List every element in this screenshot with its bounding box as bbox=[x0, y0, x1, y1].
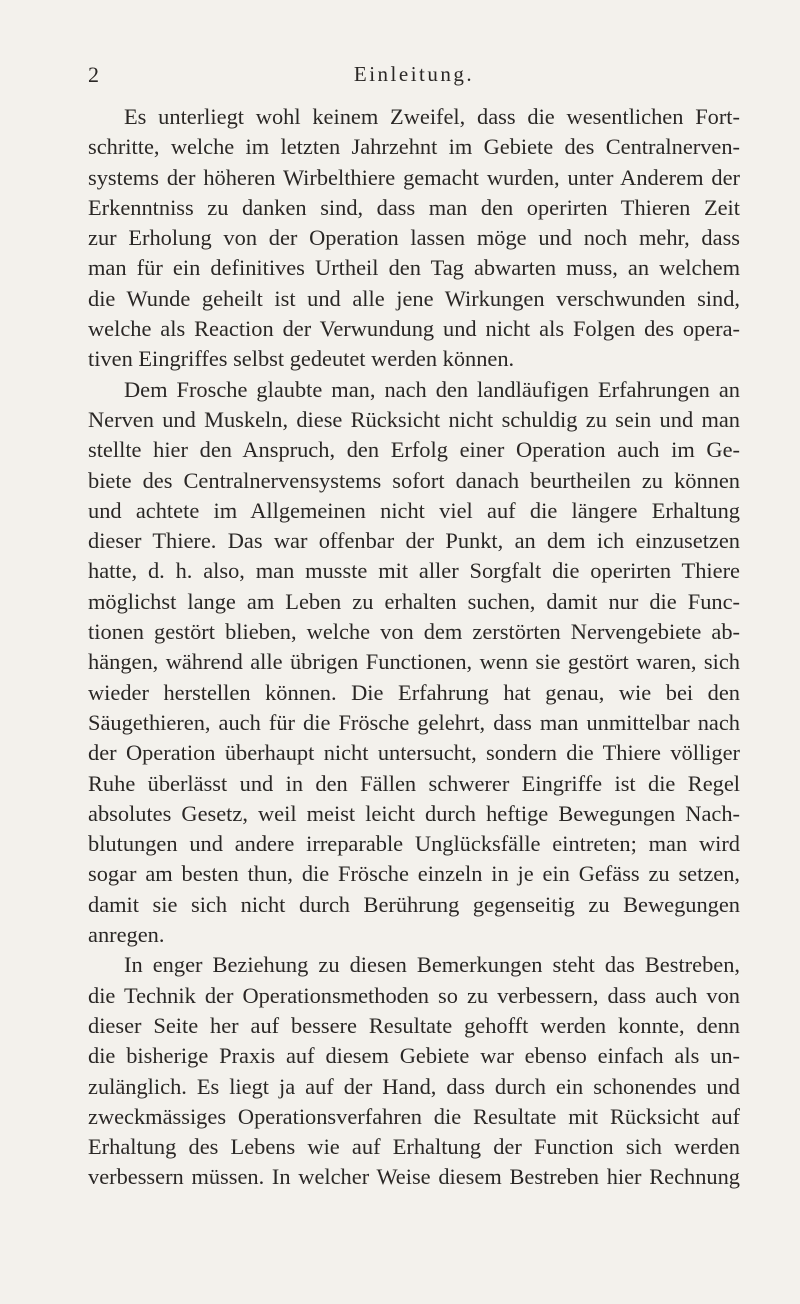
text-line: Säugethieren, auch für die Frösche gelehrt, dass man unmittelbar nach bbox=[88, 709, 740, 735]
text-line: möglichst lange am Leben zu erhalten suchen, damit nur die Func- bbox=[88, 588, 740, 614]
text-line: Nerven und Muskeln, diese Rücksicht nicht schuldig zu sein und man bbox=[88, 406, 740, 432]
text-line: die Wunde geheilt ist und alle jene Wirkungen verschwunden sind, bbox=[88, 285, 740, 311]
text-line: hatte, d. h. also, man musste mit aller Sorgfalt die operirten Thiere bbox=[88, 558, 740, 584]
text-line: Erkenntniss zu danken sind, dass man den operirten Thieren Zeit bbox=[88, 194, 740, 220]
text-line: wieder herstellen können. Die Erfahrung hat genau, wie bei den bbox=[88, 679, 740, 705]
text-line: Es unterliegt wohl keinem Zweifel, dass die wesentlichen Fort- bbox=[124, 104, 740, 129]
text-line: Erhaltung des Lebens wie auf Erhaltung der Function sich werden bbox=[88, 1134, 740, 1160]
text-line: In enger Beziehung zu diesen Bemerkungen steht das Bestreben, bbox=[124, 952, 740, 978]
text-line: dieser Thiere. Das war offenbar der Punkt, an dem ich einzusetzen bbox=[88, 528, 740, 554]
text-line: schritte, welche im letzten Jahrzehnt im Gebiete des Centralnerven- bbox=[88, 134, 740, 160]
text-line: hängen, während alle übrigen Functionen, wenn sie gestört waren, sich bbox=[88, 649, 740, 675]
text-line: und achtete im Allgemeinen nicht viel auf die längere Erhaltung bbox=[88, 497, 740, 523]
text-line: anregen. bbox=[88, 922, 165, 948]
text-line: blutungen und andere irreparable Unglücksfälle eintreten; man wird bbox=[88, 831, 740, 857]
body-text bbox=[88, 102, 740, 1193]
text-line: absolutes Gesetz, weil meist leicht durch heftige Bewegungen Nach- bbox=[88, 800, 740, 826]
text-line: Dem Frosche glaubte man, nach den landläufigen Erfahrungen an bbox=[124, 376, 740, 402]
text-line: dieser Seite her auf bessere Resultate gehofft werden konnte, denn bbox=[88, 1012, 740, 1038]
running-title: Einleitung. bbox=[353, 62, 475, 86]
text-line: biete des Centralnervensystems sofort danach beurtheilen zu können bbox=[88, 467, 740, 493]
text-line: verbessern müssen. In welcher Weise diesem Bestreben hier Rechnung bbox=[88, 1164, 740, 1190]
text-line: tiven Eingriffes selbst gedeutet werden können. bbox=[88, 346, 515, 372]
text-line: sogar am besten thun, die Frösche einzeln in je ein Gefäss zu setzen, bbox=[88, 861, 740, 887]
text-line: tionen gestört blieben, welche von dem zerstörten Nervengebiete ab- bbox=[88, 619, 740, 645]
text-line: damit sie sich nicht durch Berührung gegenseitig zu Bewegungen bbox=[88, 891, 740, 917]
text-line: systems der höheren Wirbelthiere gemacht wurden, unter Anderem der bbox=[88, 164, 740, 190]
text-line: man für ein definitives Urtheil den Tag abwarten muss, an welchem bbox=[88, 255, 740, 281]
page-header bbox=[88, 62, 740, 92]
text-line: welche als Reaction der Verwundung und nicht als Folgen des opera- bbox=[88, 316, 740, 342]
text-line: zulänglich. Es liegt ja auf der Hand, dass durch ein schonendes und bbox=[88, 1073, 740, 1099]
text-line: Ruhe überlässt und in den Fällen schwerer Eingriffe ist die Regel bbox=[88, 770, 740, 796]
text-line: die bisherige Praxis auf diesem Gebiete war ebenso einfach als un- bbox=[88, 1043, 740, 1069]
text-line: die Technik der Operationsmethoden so zu verbessern, dass auch von bbox=[88, 982, 740, 1008]
page-number: 2 bbox=[88, 62, 99, 87]
text-line: zweckmässiges Operationsverfahren die Resultate mit Rücksicht auf bbox=[88, 1103, 740, 1129]
text-line: stellte hier den Anspruch, den Erfolg einer Operation auch im Ge- bbox=[88, 437, 740, 463]
text-line: zur Erholung von der Operation lassen möge und noch mehr, dass bbox=[88, 225, 740, 251]
text-line: der Operation überhaupt nicht untersucht, sondern die Thiere völliger bbox=[88, 740, 740, 766]
